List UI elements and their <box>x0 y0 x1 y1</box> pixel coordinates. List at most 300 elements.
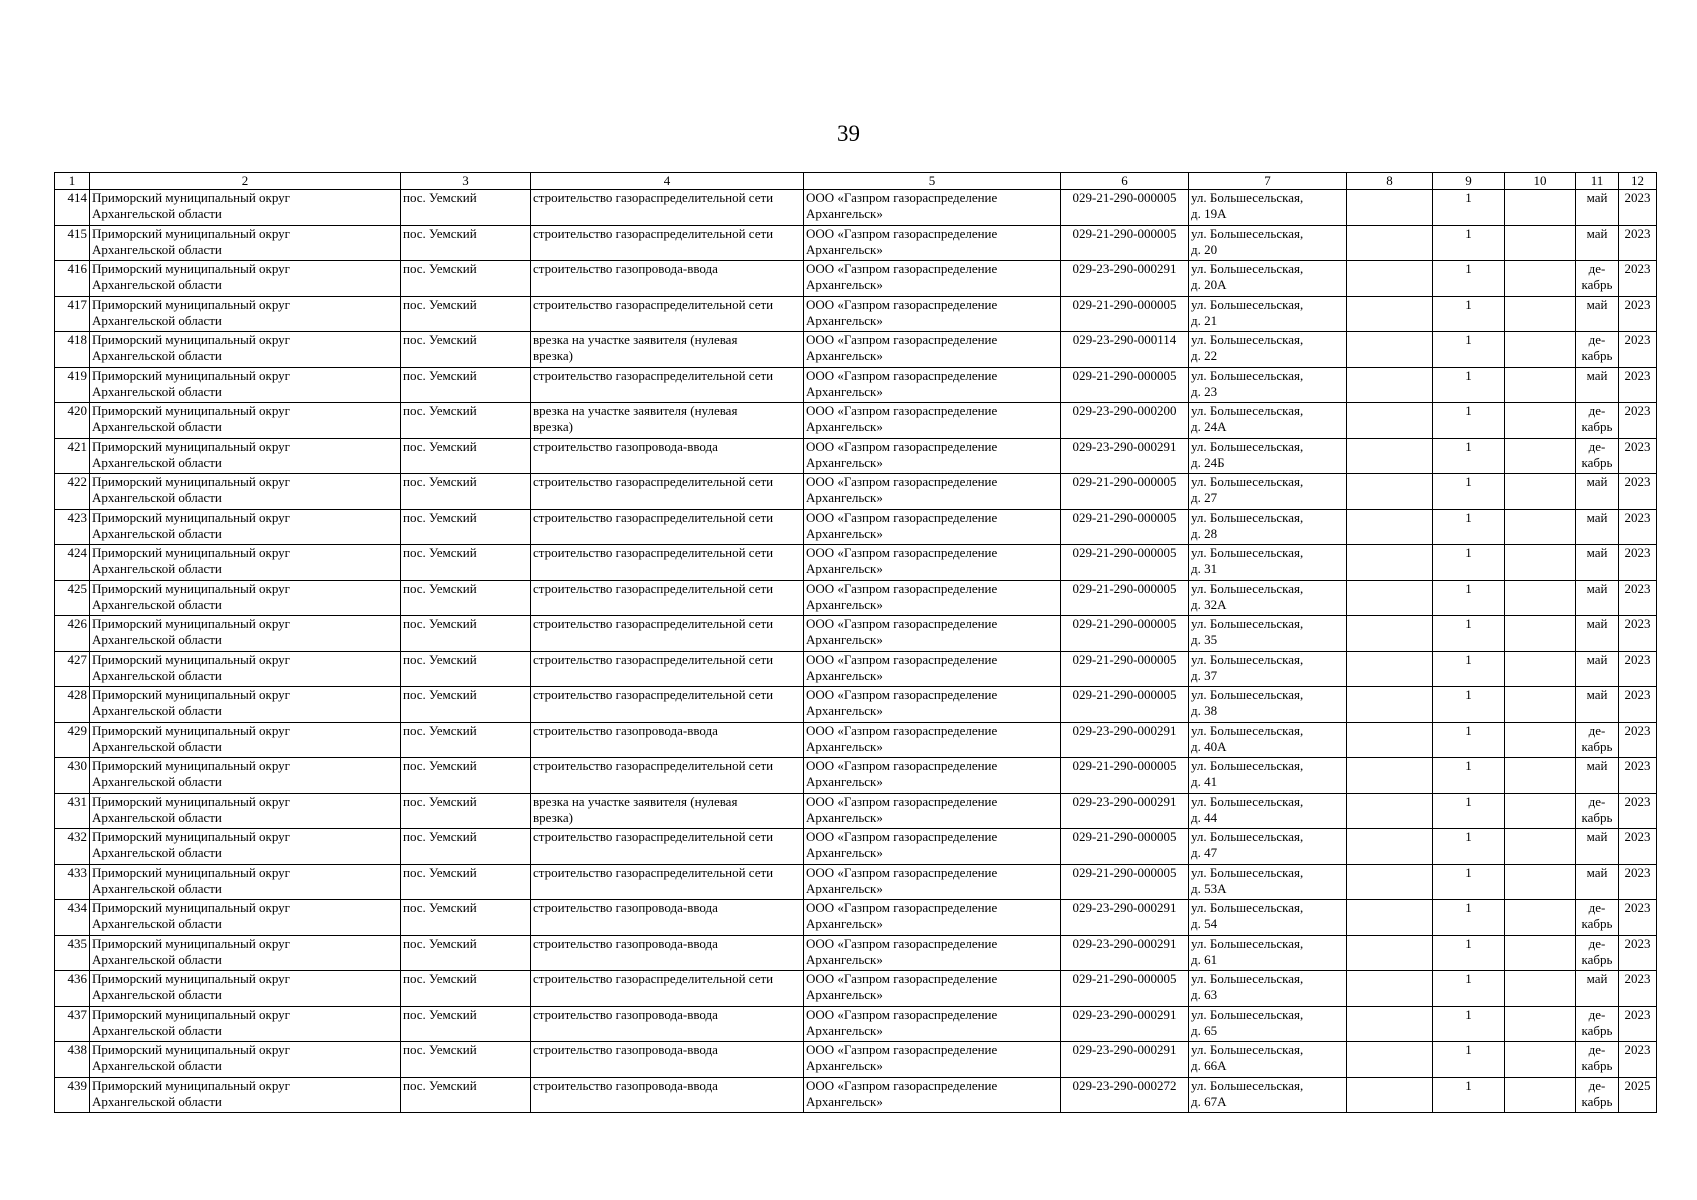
row-number-cell: 416 <box>55 261 90 297</box>
code-cell: 029-21-290-000005 <box>1061 509 1189 545</box>
organization-cell-line: ООО «Газпром газораспределение <box>806 474 998 489</box>
address-cell-line: ул. Большесельская, <box>1191 296 1304 312</box>
work-type-cell <box>531 367 804 403</box>
work-type-cell-line: строительство газораспределительной сети <box>533 687 774 702</box>
organization-cell-line: ООО «Газпром газораспределение <box>806 332 998 347</box>
municipality-cell-line: Архангельской области <box>92 916 222 931</box>
table-row <box>55 687 1657 723</box>
settlement-cell: пос. Уемский <box>401 580 531 616</box>
work-type-cell-line: строительство газораспределительной сети <box>533 225 774 241</box>
month-cell-line: май <box>1586 225 1608 241</box>
year-cell: 2023 <box>1619 438 1657 474</box>
code-cell: 029-21-290-000005 <box>1061 758 1189 794</box>
organization-cell-line: ООО «Газпром газораспределение <box>806 829 998 844</box>
work-type-cell-line: строительство газораспределительной сети <box>533 829 774 844</box>
municipality-cell <box>90 545 401 581</box>
organization-cell-line: Архангельск» <box>806 1022 883 1038</box>
settlement-cell: пос. Уемский <box>401 687 531 723</box>
organization-cell <box>804 332 1061 368</box>
column-header: 9 <box>1433 173 1505 190</box>
organization-cell-line: ООО «Газпром газораспределение <box>806 1077 998 1093</box>
year-cell: 2023 <box>1619 190 1657 226</box>
address-cell-line: ул. Большесельская, <box>1191 367 1304 383</box>
settlement-cell: пос. Уемский <box>401 935 531 971</box>
month-cell <box>1576 829 1619 865</box>
settlement-cell: пос. Уемский <box>401 900 531 936</box>
year-cell: 2023 <box>1619 367 1657 403</box>
organization-cell <box>804 722 1061 758</box>
column-8-cell <box>1347 616 1433 652</box>
work-type-cell <box>531 1042 804 1078</box>
column-8-cell <box>1347 900 1433 936</box>
organization-cell <box>804 1042 1061 1078</box>
month-cell-line: де- <box>1588 403 1606 418</box>
municipality-cell-line: Приморский муниципальный округ <box>92 1042 291 1057</box>
month-cell-line: кабрь <box>1581 1058 1613 1073</box>
work-type-cell <box>531 509 804 545</box>
month-cell-line: май <box>1586 509 1608 525</box>
settlement-cell: пос. Уемский <box>401 367 531 403</box>
organization-cell-line: Архангельск» <box>806 490 883 505</box>
work-type-cell <box>531 1077 804 1113</box>
organization-cell-line: Архангельск» <box>806 525 883 541</box>
month-cell-line: де- <box>1588 793 1606 809</box>
municipality-cell-line: Приморский муниципальный округ <box>92 1006 291 1022</box>
column-header: 12 <box>1619 173 1657 190</box>
work-type-cell-line: строительство газораспределительной сети <box>533 864 774 880</box>
quantity-cell: 1 <box>1433 509 1505 545</box>
code-cell: 029-23-290-000291 <box>1061 900 1189 936</box>
organization-cell-line: ООО «Газпром газораспределение <box>806 651 998 667</box>
municipality-cell-line: Архангельской области <box>92 277 222 292</box>
municipality-cell <box>90 651 401 687</box>
quantity-cell: 1 <box>1433 829 1505 865</box>
column-8-cell <box>1347 935 1433 971</box>
address-cell <box>1189 474 1347 510</box>
municipality-cell-line: Архангельской области <box>92 1093 222 1109</box>
organization-cell-line: Архангельск» <box>806 454 883 470</box>
work-type-cell <box>531 190 804 226</box>
work-type-cell <box>531 722 804 758</box>
settlement-cell: пос. Уемский <box>401 1006 531 1042</box>
row-number-cell: 419 <box>55 367 90 403</box>
organization-cell-line: Архангельск» <box>806 632 883 647</box>
organization-cell-line: Архангельск» <box>806 738 883 754</box>
table-row <box>55 580 1657 616</box>
quantity-cell: 1 <box>1433 1077 1505 1113</box>
column-header: 10 <box>1505 173 1576 190</box>
organization-cell <box>804 758 1061 794</box>
month-cell-line: кабрь <box>1581 916 1613 931</box>
organization-cell-line: Архангельск» <box>806 667 883 683</box>
organization-cell-line: Архангельск» <box>806 809 883 825</box>
address-cell <box>1189 190 1347 226</box>
municipality-cell-line: Архангельской области <box>92 809 222 825</box>
month-cell-line: кабрь <box>1581 1022 1613 1038</box>
address-cell-line: ул. Большесельская, <box>1191 190 1304 205</box>
municipality-cell <box>90 758 401 794</box>
address-cell-line: ул. Большесельская, <box>1191 687 1304 702</box>
municipality-cell-line: Архангельской области <box>92 348 222 363</box>
organization-cell-line: Архангельск» <box>806 880 883 896</box>
work-type-cell-line: строительство газораспределительной сети <box>533 580 774 596</box>
code-cell: 029-21-290-000005 <box>1061 367 1189 403</box>
municipality-cell <box>90 190 401 226</box>
quantity-cell: 1 <box>1433 367 1505 403</box>
address-cell <box>1189 900 1347 936</box>
address-cell-line: д. 24Б <box>1191 454 1225 470</box>
organization-cell-line: Архангельск» <box>806 703 883 718</box>
quantity-cell: 1 <box>1433 580 1505 616</box>
organization-cell-line: Архангельск» <box>806 348 883 363</box>
table-row <box>55 758 1657 794</box>
municipality-cell-line: Архангельской области <box>92 738 222 754</box>
address-cell-line: д. 67А <box>1191 1093 1227 1109</box>
quantity-cell: 1 <box>1433 403 1505 439</box>
code-cell: 029-23-290-000291 <box>1061 438 1189 474</box>
column-8-cell <box>1347 367 1433 403</box>
address-cell <box>1189 722 1347 758</box>
month-cell <box>1576 438 1619 474</box>
municipality-cell-line: Архангельской области <box>92 632 222 647</box>
address-cell <box>1189 971 1347 1007</box>
column-header: 8 <box>1347 173 1433 190</box>
settlement-cell: пос. Уемский <box>401 971 531 1007</box>
address-cell <box>1189 687 1347 723</box>
table-row <box>55 545 1657 581</box>
address-cell-line: д. 37 <box>1191 667 1218 683</box>
municipality-cell-line: Приморский муниципальный округ <box>92 438 291 454</box>
settlement-cell: пос. Уемский <box>401 545 531 581</box>
month-cell <box>1576 687 1619 723</box>
year-cell: 2023 <box>1619 474 1657 510</box>
municipality-cell <box>90 225 401 261</box>
page-number: 39 <box>837 121 860 146</box>
table-row <box>55 971 1657 1007</box>
month-cell-line: май <box>1586 971 1608 986</box>
column-10-cell <box>1505 580 1576 616</box>
municipality-cell-line: Приморский муниципальный округ <box>92 758 291 773</box>
municipality-cell-line: Приморский муниципальный округ <box>92 509 291 525</box>
year-cell: 2023 <box>1619 403 1657 439</box>
municipality-cell-line: Архангельской области <box>92 206 222 221</box>
month-cell-line: кабрь <box>1581 1093 1613 1109</box>
organization-cell <box>804 1077 1061 1113</box>
month-cell-line: кабрь <box>1581 277 1613 292</box>
settlement-cell: пос. Уемский <box>401 1042 531 1078</box>
table-row <box>55 509 1657 545</box>
code-cell: 029-21-290-000005 <box>1061 616 1189 652</box>
quantity-cell: 1 <box>1433 296 1505 332</box>
work-type-cell-line: строительство газораспределительной сети <box>533 616 774 631</box>
organization-cell-line: ООО «Газпром газораспределение <box>806 1042 998 1057</box>
month-cell-line: де- <box>1588 900 1606 915</box>
column-8-cell <box>1347 296 1433 332</box>
table-row <box>55 651 1657 687</box>
work-type-cell-line: строительство газораспределительной сети <box>533 474 774 489</box>
work-type-cell <box>531 474 804 510</box>
address-cell-line: д. 19А <box>1191 206 1227 221</box>
address-cell-line: ул. Большесельская, <box>1191 261 1304 276</box>
address-cell <box>1189 403 1347 439</box>
address-cell-line: ул. Большесельская, <box>1191 580 1304 596</box>
address-cell-line: ул. Большесельская, <box>1191 971 1304 986</box>
municipality-cell-line: Приморский муниципальный округ <box>92 367 291 383</box>
month-cell-line: май <box>1586 758 1608 773</box>
quantity-cell: 1 <box>1433 687 1505 723</box>
organization-cell-line: Архангельск» <box>806 1058 883 1073</box>
column-8-cell <box>1347 1042 1433 1078</box>
settlement-cell: пос. Уемский <box>401 651 531 687</box>
address-cell <box>1189 935 1347 971</box>
column-header: 5 <box>804 173 1061 190</box>
address-cell-line: д. 35 <box>1191 632 1218 647</box>
column-10-cell <box>1505 474 1576 510</box>
year-cell: 2023 <box>1619 1006 1657 1042</box>
column-number-row <box>55 173 1657 190</box>
column-10-cell <box>1505 687 1576 723</box>
municipality-cell-line: Приморский муниципальный округ <box>92 474 291 489</box>
month-cell-line: де- <box>1588 1077 1606 1093</box>
row-number-cell: 424 <box>55 545 90 581</box>
month-cell-line: кабрь <box>1581 348 1613 363</box>
settlement-cell: пос. Уемский <box>401 829 531 865</box>
organization-cell <box>804 474 1061 510</box>
organization-cell-line: Архангельск» <box>806 987 883 1002</box>
work-type-cell <box>531 545 804 581</box>
address-cell-line: д. 44 <box>1191 809 1218 825</box>
month-cell <box>1576 403 1619 439</box>
row-number-cell: 428 <box>55 687 90 723</box>
month-cell <box>1576 580 1619 616</box>
organization-cell <box>804 296 1061 332</box>
month-cell-line: май <box>1586 545 1608 560</box>
month-cell-line: май <box>1586 296 1608 312</box>
address-cell-line: д. 40А <box>1191 738 1227 754</box>
row-number-cell: 414 <box>55 190 90 226</box>
table-row <box>55 864 1657 900</box>
month-cell-line: май <box>1586 864 1608 880</box>
work-type-cell-line: врезка) <box>533 419 573 434</box>
column-8-cell <box>1347 651 1433 687</box>
month-cell <box>1576 1006 1619 1042</box>
table-row <box>55 793 1657 829</box>
column-10-cell <box>1505 438 1576 474</box>
month-cell <box>1576 722 1619 758</box>
organization-cell-line: ООО «Газпром газораспределение <box>806 509 998 525</box>
quantity-cell: 1 <box>1433 935 1505 971</box>
work-type-cell-line: строительство газораспределительной сети <box>533 190 774 205</box>
month-cell-line: кабрь <box>1581 454 1613 470</box>
column-8-cell <box>1347 793 1433 829</box>
column-8-cell <box>1347 864 1433 900</box>
column-8-cell <box>1347 1006 1433 1042</box>
work-type-cell-line: строительство газопровода-ввода <box>533 261 718 276</box>
row-number-cell: 426 <box>55 616 90 652</box>
organization-cell <box>804 190 1061 226</box>
month-cell <box>1576 935 1619 971</box>
organization-cell-line: Архангельск» <box>806 596 883 612</box>
municipality-cell <box>90 509 401 545</box>
column-8-cell <box>1347 438 1433 474</box>
municipality-cell-line: Приморский муниципальный округ <box>92 225 291 241</box>
organization-cell-line: ООО «Газпром газораспределение <box>806 687 998 702</box>
municipality-cell <box>90 616 401 652</box>
column-10-cell <box>1505 793 1576 829</box>
address-cell-line: ул. Большесельская, <box>1191 403 1304 418</box>
column-header: 11 <box>1576 173 1619 190</box>
month-cell <box>1576 545 1619 581</box>
table-row <box>55 225 1657 261</box>
municipality-cell <box>90 793 401 829</box>
column-10-cell <box>1505 225 1576 261</box>
column-10-cell <box>1505 296 1576 332</box>
table-row <box>55 474 1657 510</box>
month-cell <box>1576 864 1619 900</box>
column-10-cell <box>1505 332 1576 368</box>
row-number-cell: 433 <box>55 864 90 900</box>
work-type-cell-line: врезка на участке заявителя (нулевая <box>533 793 738 809</box>
table-row <box>55 296 1657 332</box>
address-cell <box>1189 332 1347 368</box>
table-row <box>55 829 1657 865</box>
organization-cell <box>804 864 1061 900</box>
municipality-cell-line: Приморский муниципальный округ <box>92 403 291 418</box>
municipality-cell <box>90 829 401 865</box>
work-type-cell-line: строительство газораспределительной сети <box>533 758 774 773</box>
municipality-cell-line: Приморский муниципальный округ <box>92 900 291 915</box>
municipality-cell-line: Приморский муниципальный округ <box>92 261 291 276</box>
table-row <box>55 438 1657 474</box>
address-cell-line: ул. Большесельская, <box>1191 651 1304 667</box>
code-cell: 029-21-290-000005 <box>1061 190 1189 226</box>
row-number-cell: 421 <box>55 438 90 474</box>
address-cell <box>1189 1077 1347 1113</box>
month-cell <box>1576 261 1619 297</box>
municipality-cell-line: Архангельской области <box>92 561 222 576</box>
organization-cell-line: Архангельск» <box>806 383 883 399</box>
address-cell-line: д. 21 <box>1191 312 1218 328</box>
quantity-cell: 1 <box>1433 616 1505 652</box>
row-number-cell: 429 <box>55 722 90 758</box>
row-number-cell: 436 <box>55 971 90 1007</box>
municipality-cell <box>90 403 401 439</box>
quantity-cell: 1 <box>1433 332 1505 368</box>
address-cell-line: д. 66А <box>1191 1058 1227 1073</box>
address-cell <box>1189 758 1347 794</box>
year-cell: 2023 <box>1619 225 1657 261</box>
organization-cell-line: ООО «Газпром газораспределение <box>806 1006 998 1022</box>
code-cell: 029-21-290-000005 <box>1061 545 1189 581</box>
work-type-cell-line: строительство газопровода-ввода <box>533 438 718 454</box>
municipality-cell-line: Приморский муниципальный округ <box>92 190 291 205</box>
row-number-cell: 422 <box>55 474 90 510</box>
quantity-cell: 1 <box>1433 864 1505 900</box>
municipality-cell <box>90 1077 401 1113</box>
work-type-cell-line: врезка) <box>533 809 573 825</box>
month-cell-line: май <box>1586 190 1608 205</box>
year-cell: 2023 <box>1619 687 1657 723</box>
organization-cell-line: ООО «Газпром газораспределение <box>806 864 998 880</box>
organization-cell <box>804 1006 1061 1042</box>
table-row <box>55 900 1657 936</box>
work-type-cell <box>531 616 804 652</box>
municipality-cell-line: Архангельской области <box>92 312 222 328</box>
column-8-cell <box>1347 829 1433 865</box>
row-number-cell: 417 <box>55 296 90 332</box>
settlement-cell: пос. Уемский <box>401 616 531 652</box>
municipality-cell-line: Архангельской области <box>92 774 222 789</box>
address-cell-line: ул. Большесельская, <box>1191 829 1304 844</box>
month-cell-line: кабрь <box>1581 419 1613 434</box>
column-8-cell <box>1347 261 1433 297</box>
address-cell-line: д. 41 <box>1191 774 1218 789</box>
organization-cell <box>804 367 1061 403</box>
row-number-cell: 438 <box>55 1042 90 1078</box>
organization-cell <box>804 580 1061 616</box>
organization-cell-line: ООО «Газпром газораспределение <box>806 971 998 986</box>
organization-cell-line: ООО «Газпром газораспределение <box>806 225 998 241</box>
quantity-cell: 1 <box>1433 190 1505 226</box>
organization-cell-line: ООО «Газпром газораспределение <box>806 190 998 205</box>
year-cell: 2023 <box>1619 793 1657 829</box>
column-8-cell <box>1347 403 1433 439</box>
row-number-cell: 415 <box>55 225 90 261</box>
year-cell: 2023 <box>1619 900 1657 936</box>
municipality-cell-line: Приморский муниципальный округ <box>92 722 291 738</box>
code-cell: 029-21-290-000005 <box>1061 829 1189 865</box>
table-row <box>55 403 1657 439</box>
municipality-cell <box>90 580 401 616</box>
work-type-cell-line: врезка на участке заявителя (нулевая <box>533 403 738 418</box>
month-cell <box>1576 225 1619 261</box>
municipality-cell-line: Архангельской области <box>92 241 222 257</box>
address-cell-line: д. 22 <box>1191 348 1218 363</box>
address-cell-line: ул. Большесельская, <box>1191 1006 1304 1022</box>
column-10-cell <box>1505 900 1576 936</box>
year-cell: 2023 <box>1619 935 1657 971</box>
address-cell-line: д. 23 <box>1191 383 1218 399</box>
address-cell <box>1189 225 1347 261</box>
quantity-cell: 1 <box>1433 722 1505 758</box>
municipality-cell-line: Архангельской области <box>92 703 222 718</box>
address-cell-line: ул. Большесельская, <box>1191 438 1304 454</box>
year-cell: 2023 <box>1619 651 1657 687</box>
work-type-cell-line: строительство газораспределительной сети <box>533 545 774 560</box>
column-8-cell <box>1347 580 1433 616</box>
month-cell <box>1576 793 1619 829</box>
quantity-cell: 1 <box>1433 545 1505 581</box>
organization-cell-line: ООО «Газпром газораспределение <box>806 261 998 276</box>
quantity-cell: 1 <box>1433 438 1505 474</box>
organization-cell-line: Архангельск» <box>806 277 883 292</box>
address-cell-line: д. 54 <box>1191 916 1218 931</box>
month-cell <box>1576 367 1619 403</box>
address-cell-line: д. 61 <box>1191 951 1218 967</box>
month-cell-line: де- <box>1588 935 1606 951</box>
organization-cell <box>804 687 1061 723</box>
settlement-cell: пос. Уемский <box>401 793 531 829</box>
table-row <box>55 1042 1657 1078</box>
settlement-cell: пос. Уемский <box>401 438 531 474</box>
organization-cell-line: Архангельск» <box>806 419 883 434</box>
municipality-cell-line: Приморский муниципальный округ <box>92 580 291 596</box>
work-type-cell-line: строительство газораспределительной сети <box>533 367 774 383</box>
municipality-cell-line: Архангельской области <box>92 490 222 505</box>
address-cell-line: ул. Большесельская, <box>1191 509 1304 525</box>
register-table <box>54 172 1657 1113</box>
organization-cell <box>804 935 1061 971</box>
